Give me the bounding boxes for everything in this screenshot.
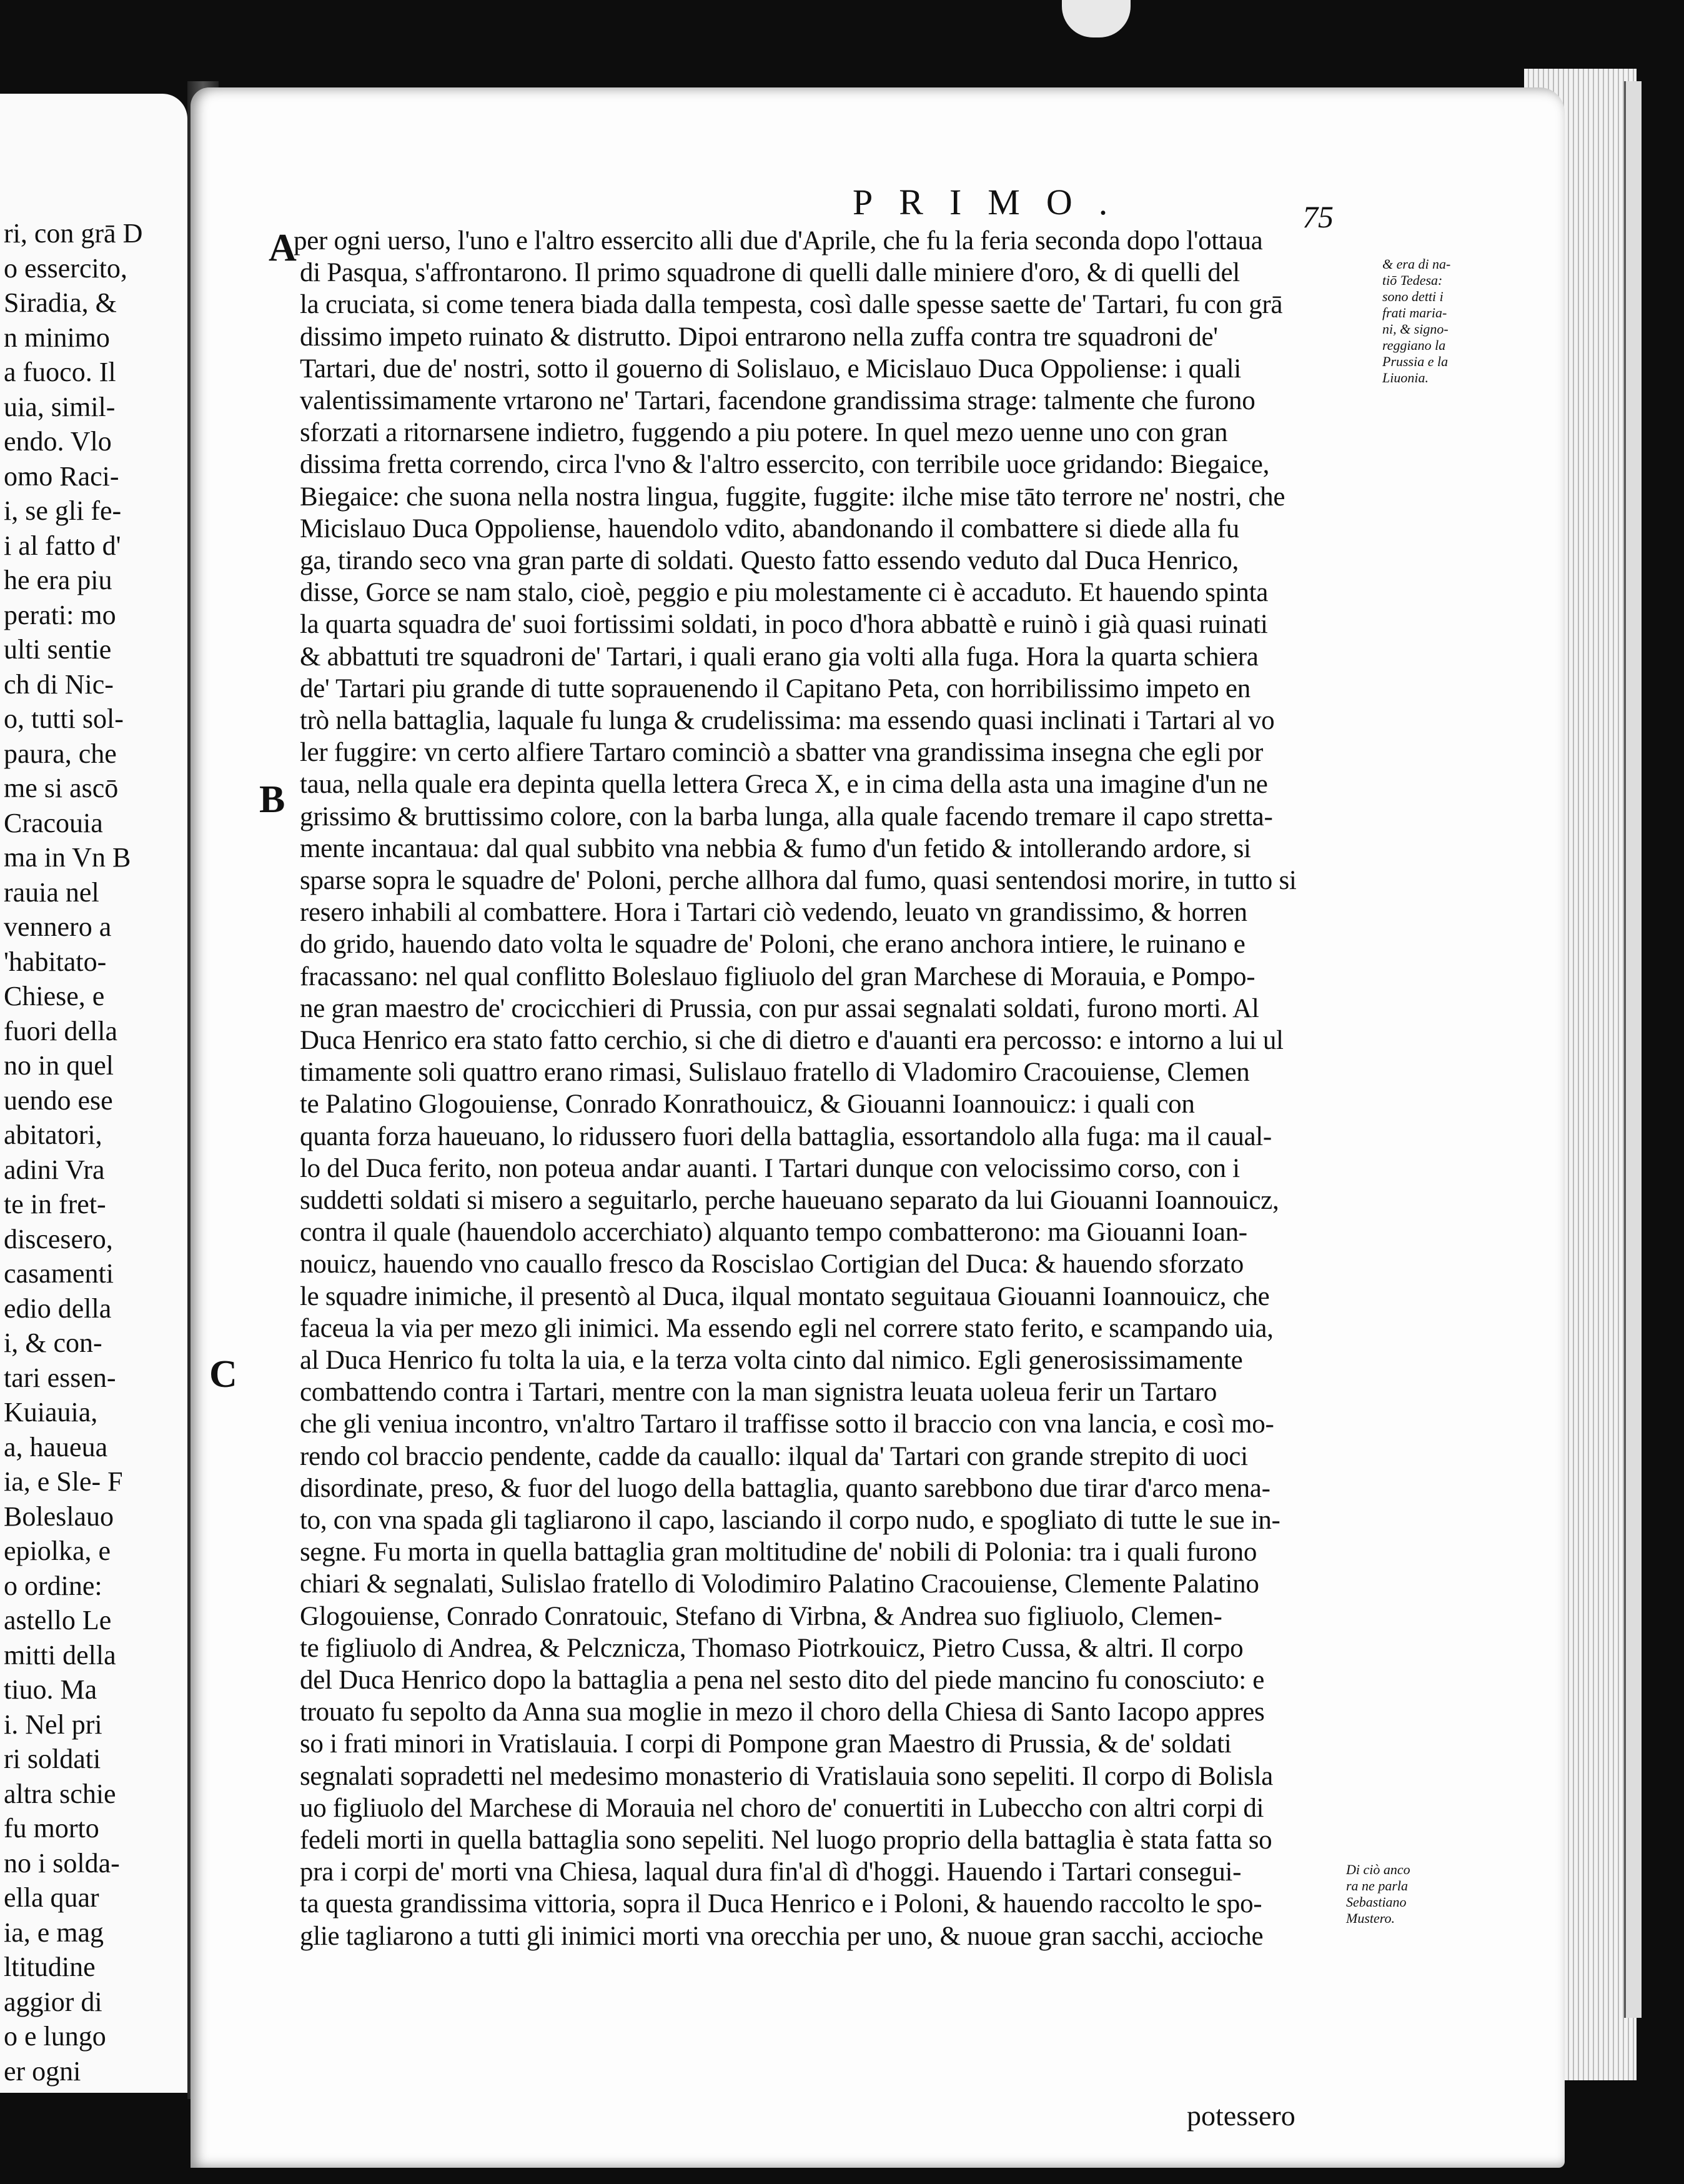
left-page-line: o, tutti sol- [4, 703, 124, 734]
text-line: combattendo contra i Tartari, mentre con la man signistra leuata uoleua ferir un Tartaro [300, 1377, 1217, 1407]
left-page-line: casamenti [4, 1258, 114, 1289]
text-line: le squadre inimiche, il presentò al Duca, ilqual montato seguitaua Giouanni Ioannouicz, che [300, 1281, 1270, 1311]
text-line: fedeli morti in quella battaglia sono sepeliti. Nel luogo proprio della battaglia è stata fatta so [300, 1825, 1272, 1855]
left-page-line: ulti sentie [4, 634, 112, 665]
text-line: te figliuolo di Andrea, & Pelcznicza, Thomaso Piotrkouicz, Pietro Cussa, & altri. Il corpo [300, 1633, 1244, 1663]
left-page-line: Siradia, & [4, 287, 117, 318]
text-line: disordinate, preso, & fuor del luogo della battaglia, quanto sarebbono due tirar d'arco mena- [300, 1473, 1270, 1503]
text-line: valentissimamente vrtarono ne' Tartari, facendone grandissima strage: talmente che furono [300, 386, 1256, 415]
text-line: la cruciata, si come tenera biada dalla tempesta, così dalle spesse saette de' Tartari, fu con grā [300, 290, 1283, 320]
left-page-line: abitatori, [4, 1119, 102, 1150]
left-page-line: Boleslauo [4, 1501, 114, 1532]
page-edge-shadow [1624, 81, 1642, 2018]
text-line: ga, tirando seco vna gran parte di soldati. Questo fatto essendo veduto dal Duca Henrico, [300, 546, 1239, 575]
left-page-line: uendo ese [4, 1085, 113, 1116]
text-line: pra i corpi de' morti vna Chiesa, laqual dura fin'al dì d'hoggi. Hauendo i Tartari consegui- [300, 1857, 1242, 1887]
text-line: trò nella battaglia, laquale fu lunga & crudelissima: ma essendo quasi inclinati i Tartari al vo [300, 706, 1275, 735]
left-page-line: mitti della [4, 1639, 116, 1670]
text-line: suddetti soldati si misero a seguitarlo, perche haueuano separato da lui Giouanni Ioannouicz, [300, 1186, 1279, 1215]
left-page-line: vennero a [4, 911, 112, 942]
margin-letter-c: C [209, 1353, 237, 1396]
margin-letter-b: B [259, 778, 285, 821]
text-line: sparse sopra le squadre de' Poloni, perche allhora dal fumo, quasi sentendosi morire, in tutto si [300, 866, 1297, 895]
text-line: lo del Duca ferito, non poteua andar auanti. I Tartari dunque con velocissimo corso, con i [300, 1153, 1240, 1183]
left-page-line: me si ascō [4, 773, 119, 803]
left-page-line: discesero, [4, 1223, 113, 1254]
text-line: ta questa grandissima vittoria, sopra il Duca Henrico e i Poloni, & hauendo raccolto le spo- [300, 1889, 1262, 1919]
text-line: la quarta squadra de' suoi fortissimi soldati, in poco d'hora abbattè e ruinò i già quasi ruinati [300, 610, 1268, 640]
left-page-line: o ordine: [4, 1570, 102, 1601]
left-page-line: Kuiauia, [4, 1397, 98, 1427]
text-line: dissima fretta correndo, circa l'vno & l'altro essercito, con terribile uoce gridando: Biegaice, [300, 450, 1270, 480]
running-head: PRIMO. [853, 182, 1134, 222]
text-line: Duca Henrico era stato fatto cerchio, si che di dietro e d'auanti era percosso: e intorno a lui ul [300, 1026, 1284, 1055]
left-page-line: edio della [4, 1293, 112, 1324]
left-page-line: tari essen- [4, 1362, 116, 1393]
side-note-line: ni, & signo- [1382, 321, 1449, 337]
text-line: taua, nella quale era depinta quella lettera Greca X, e in cima della asta una imagine d'un ne [300, 770, 1268, 800]
side-note-line: reggiano la [1382, 337, 1446, 353]
left-page-line: endo. Vlo [4, 426, 112, 457]
left-page-line: ma in Vn B [4, 842, 131, 873]
left-page [0, 94, 187, 2093]
side-note-line: & era di na- [1382, 256, 1451, 272]
text-line: so i frati minori in Vratislauia. I corpi di Pompone gran Maestro di Prussia, & de' soldati [300, 1729, 1232, 1759]
text-line: che gli veniua incontro, vn'altro Tartaro il traffisse sotto il braccio con vna lancia, e così mo- [300, 1409, 1274, 1439]
side-note-line: frati maria- [1382, 305, 1447, 320]
text-line: del Duca Henrico dopo la battaglia a pena nel sesto dito del piede mancino fu conosciuto: e [300, 1665, 1265, 1695]
side-note-line: Liuonia. [1382, 370, 1429, 385]
text-line: mente incantaua: dal qual subbito vna nebbia & fumo d'un fetido & intollerando ardore, si [300, 833, 1251, 863]
text-line: per ogni uerso, l'uno e l'altro essercito alli due d'Aprile, che fu la feria seconda dopo l'ottaua [294, 226, 1263, 256]
left-page-line: tiuo. Ma [4, 1674, 97, 1705]
text-line: quanta forza haueuano, lo ridussero fuori della battaglia, essortandolo alla fuga: ma il caual- [300, 1121, 1272, 1151]
text-line: Micislauo Duca Oppoliense, hauendolo vdito, abandonando il combattere si diede alla fu [300, 514, 1239, 544]
text-line: chiari & segnalati, Sulislao fratello di Volodimiro Palatino Cracouiense, Clemente Palatino [300, 1569, 1259, 1599]
side-note-line: Sebastiano [1346, 1894, 1407, 1910]
text-line: grissimo & bruttissimo colore, con la barba lunga, alla quale facendo tremare il capo stretta- [300, 802, 1273, 831]
text-line: resero inhabili al combattere. Hora i Tartari ciò vedendo, leuato vn grandissimo, & horren [300, 898, 1247, 928]
left-page-line: ri, con grā D [4, 218, 143, 249]
text-line: sforzati a ritornarsene indietro, fuggendo a piu potere. In quel mezo uenne uno con gran [300, 418, 1228, 448]
left-page-line: ltitudine [4, 1952, 96, 1982]
left-page-line: perati: mo [4, 599, 116, 630]
left-page-line: i, se gli fe- [4, 495, 122, 526]
left-page-line: no i solda- [4, 1847, 120, 1879]
side-note-line: tiō Tedesa: [1382, 272, 1443, 288]
left-page-line: ri soldati [4, 1744, 101, 1774]
left-page-line: 'habitato- [4, 946, 107, 977]
text-line: faceua la via per mezo gli inimici. Ma essendo egli nel correre stato ferito, e scampando uia, [300, 1313, 1274, 1343]
folio-number: 75 [1302, 199, 1334, 234]
left-page-line: omo Raci- [4, 460, 119, 492]
text-line: segnalati sopradetti nel medesimo monasterio di Vratislauia sono sepeliti. Il corpo di Bolisla [300, 1761, 1273, 1791]
left-page-line: fuori della [4, 1015, 118, 1046]
text-line: Glogouiense, Conrado Conratouic, Stefano di Virbna, & Andrea suo figliuolo, Clemen- [300, 1601, 1222, 1631]
left-page-line: paura, che [4, 738, 117, 769]
left-page-line: er ogni [4, 2055, 81, 2087]
text-line: Tartari, due de' nostri, sotto il gouerno di Solislauo, e Micislauo Duca Oppoliense: i quali [300, 354, 1241, 384]
text-line: Biegaice: che suona nella nostra lingua, fuggite, fuggite: ilche mise tāto terrore ne' nostri, che [300, 482, 1285, 512]
left-page-line: altra schie [4, 1778, 116, 1809]
side-note-line: sono detti i [1382, 289, 1444, 304]
side-note-line: ra ne parla [1346, 1878, 1408, 1894]
text-line: fracassano: nel qual conflitto Boleslauo figliuolo del gran Marchese di Morauia, e Pompo- [300, 961, 1256, 991]
text-line: uo figliuolo del Marchese di Morauia nel choro de' conuertiti in Lubeccho con altri corpi di [300, 1793, 1264, 1823]
text-line: glie tagliarono a tutti gli inimici morti vna orecchia per uno, & nuoue gran sacchi, accioche [300, 1921, 1264, 1951]
left-page-line: no in quel [4, 1050, 114, 1081]
left-page-line: n minimo [4, 322, 110, 353]
left-page-line: i al fatto d' [4, 530, 121, 561]
text-line: al Duca Henrico fu tolta la uia, e la terza volta cinto dal nimico. Egli generosissimamente [300, 1346, 1243, 1375]
left-page-line: astello Le [4, 1605, 112, 1636]
margin-letter-a: A [269, 227, 297, 269]
left-page-line: a, haueua [4, 1431, 108, 1462]
text-line: rendo col braccio pendente, cadde da cauallo: ilqual da' Tartari con grande strepito di uoci [300, 1441, 1248, 1471]
text-line: nouicz, hauendo vno cauallo fresco da Roscislao Cortigian del Duca: & hauendo sforzato [300, 1249, 1244, 1279]
left-page-line: ella quar [4, 1882, 99, 1913]
text-line: & abbattuti tre squadroni de' Tartari, i quali erano gia volti alla fuga. Hora la quarta schiera [300, 642, 1259, 672]
left-page-line: adini Vra [4, 1154, 105, 1185]
left-page-line: ia, e Sle- F [4, 1466, 123, 1497]
text-line: dissimo impeto ruinato & distrutto. Dipoi entrarono nella zuffa contra tre squadroni de' [300, 322, 1218, 352]
text-line: disse, Gorce se nam stalo, cioè, peggio e piu molestamente ci è accaduto. Et hauendo spinta [300, 578, 1269, 608]
left-page-line: a fuoco. Il [4, 357, 116, 387]
text-line: ne gran maestro de' crocicchieri di Prussia, con pur assai segnalati soldati, furono morti. Al [300, 993, 1259, 1023]
left-page-line: o e lungo [4, 2021, 106, 2052]
text-line: di Pasqua, s'affrontarono. Il primo squadrone di quelli dalle miniere d'oro, & di quelli del [300, 258, 1240, 288]
left-page-line: aggior di [4, 1986, 102, 2017]
left-page-line: he era piu [4, 565, 112, 595]
text-line: ler fuggire: vn certo alfiere Tartaro cominciò a sbatter vna grandissima insegna che egli por [300, 738, 1263, 768]
text-line: segne. Fu morta in quella battaglia gran moltitudine de' nobili di Polonia: tra i quali furono [300, 1537, 1257, 1567]
side-note-line: Mustero. [1346, 1910, 1395, 1926]
text-line: do grido, hauendo dato volta le squadre de' Poloni, che erano anchora intiere, le ruinano e [300, 930, 1246, 960]
left-page-line: te in fret- [4, 1189, 106, 1219]
text-line: to, con vna spada gli tagliarono il capo, lasciando il corpo nudo, e spogliato di tutte le sue in- [300, 1506, 1280, 1535]
text-line: te Palatino Glogouiense, Conrado Konrathouicz, & Giouanni Ioannouicz: i quali con [300, 1090, 1195, 1119]
text-line: de' Tartari piu grande di tutte soprauenendo il Capitano Peta, con horribilissimo impeto en [300, 673, 1251, 703]
side-note-line: Di ciò anco [1346, 1862, 1410, 1877]
left-page-line: Cracouia [4, 807, 103, 838]
left-page-line: i, & con- [4, 1328, 102, 1358]
left-page-line: i. Nel pri [4, 1709, 102, 1740]
right-page [191, 87, 1565, 2168]
left-page-line: Chiese, e [4, 981, 105, 1011]
left-page-line: rauia nel [4, 876, 99, 908]
catchword: potessero [1187, 2100, 1295, 2132]
left-page-line: ch di Nic- [4, 668, 114, 700]
left-page-line: o essercito, [4, 252, 127, 284]
left-page-line: fu morto [4, 1813, 99, 1844]
text-line: contra il quale (hauendolo accerchiato) alquanto tempo combatterono: ma Giouanni Ioan- [300, 1218, 1247, 1248]
side-note-line: Prussia e la [1382, 354, 1449, 369]
left-page-line: ia, e mag [4, 1917, 104, 1948]
text-line: trouato fu sepolto da Anna sua moglie in mezo il choro della Chiesa di Santo Iacopo appres [300, 1697, 1265, 1727]
left-page-line: epiolka, e [4, 1536, 111, 1566]
left-page-line: uia, simil- [4, 391, 116, 422]
text-line: timamente soli quattro erano rimasi, Sulislauo fratello di Vladomiro Cracouiense, Clemen [300, 1058, 1250, 1088]
